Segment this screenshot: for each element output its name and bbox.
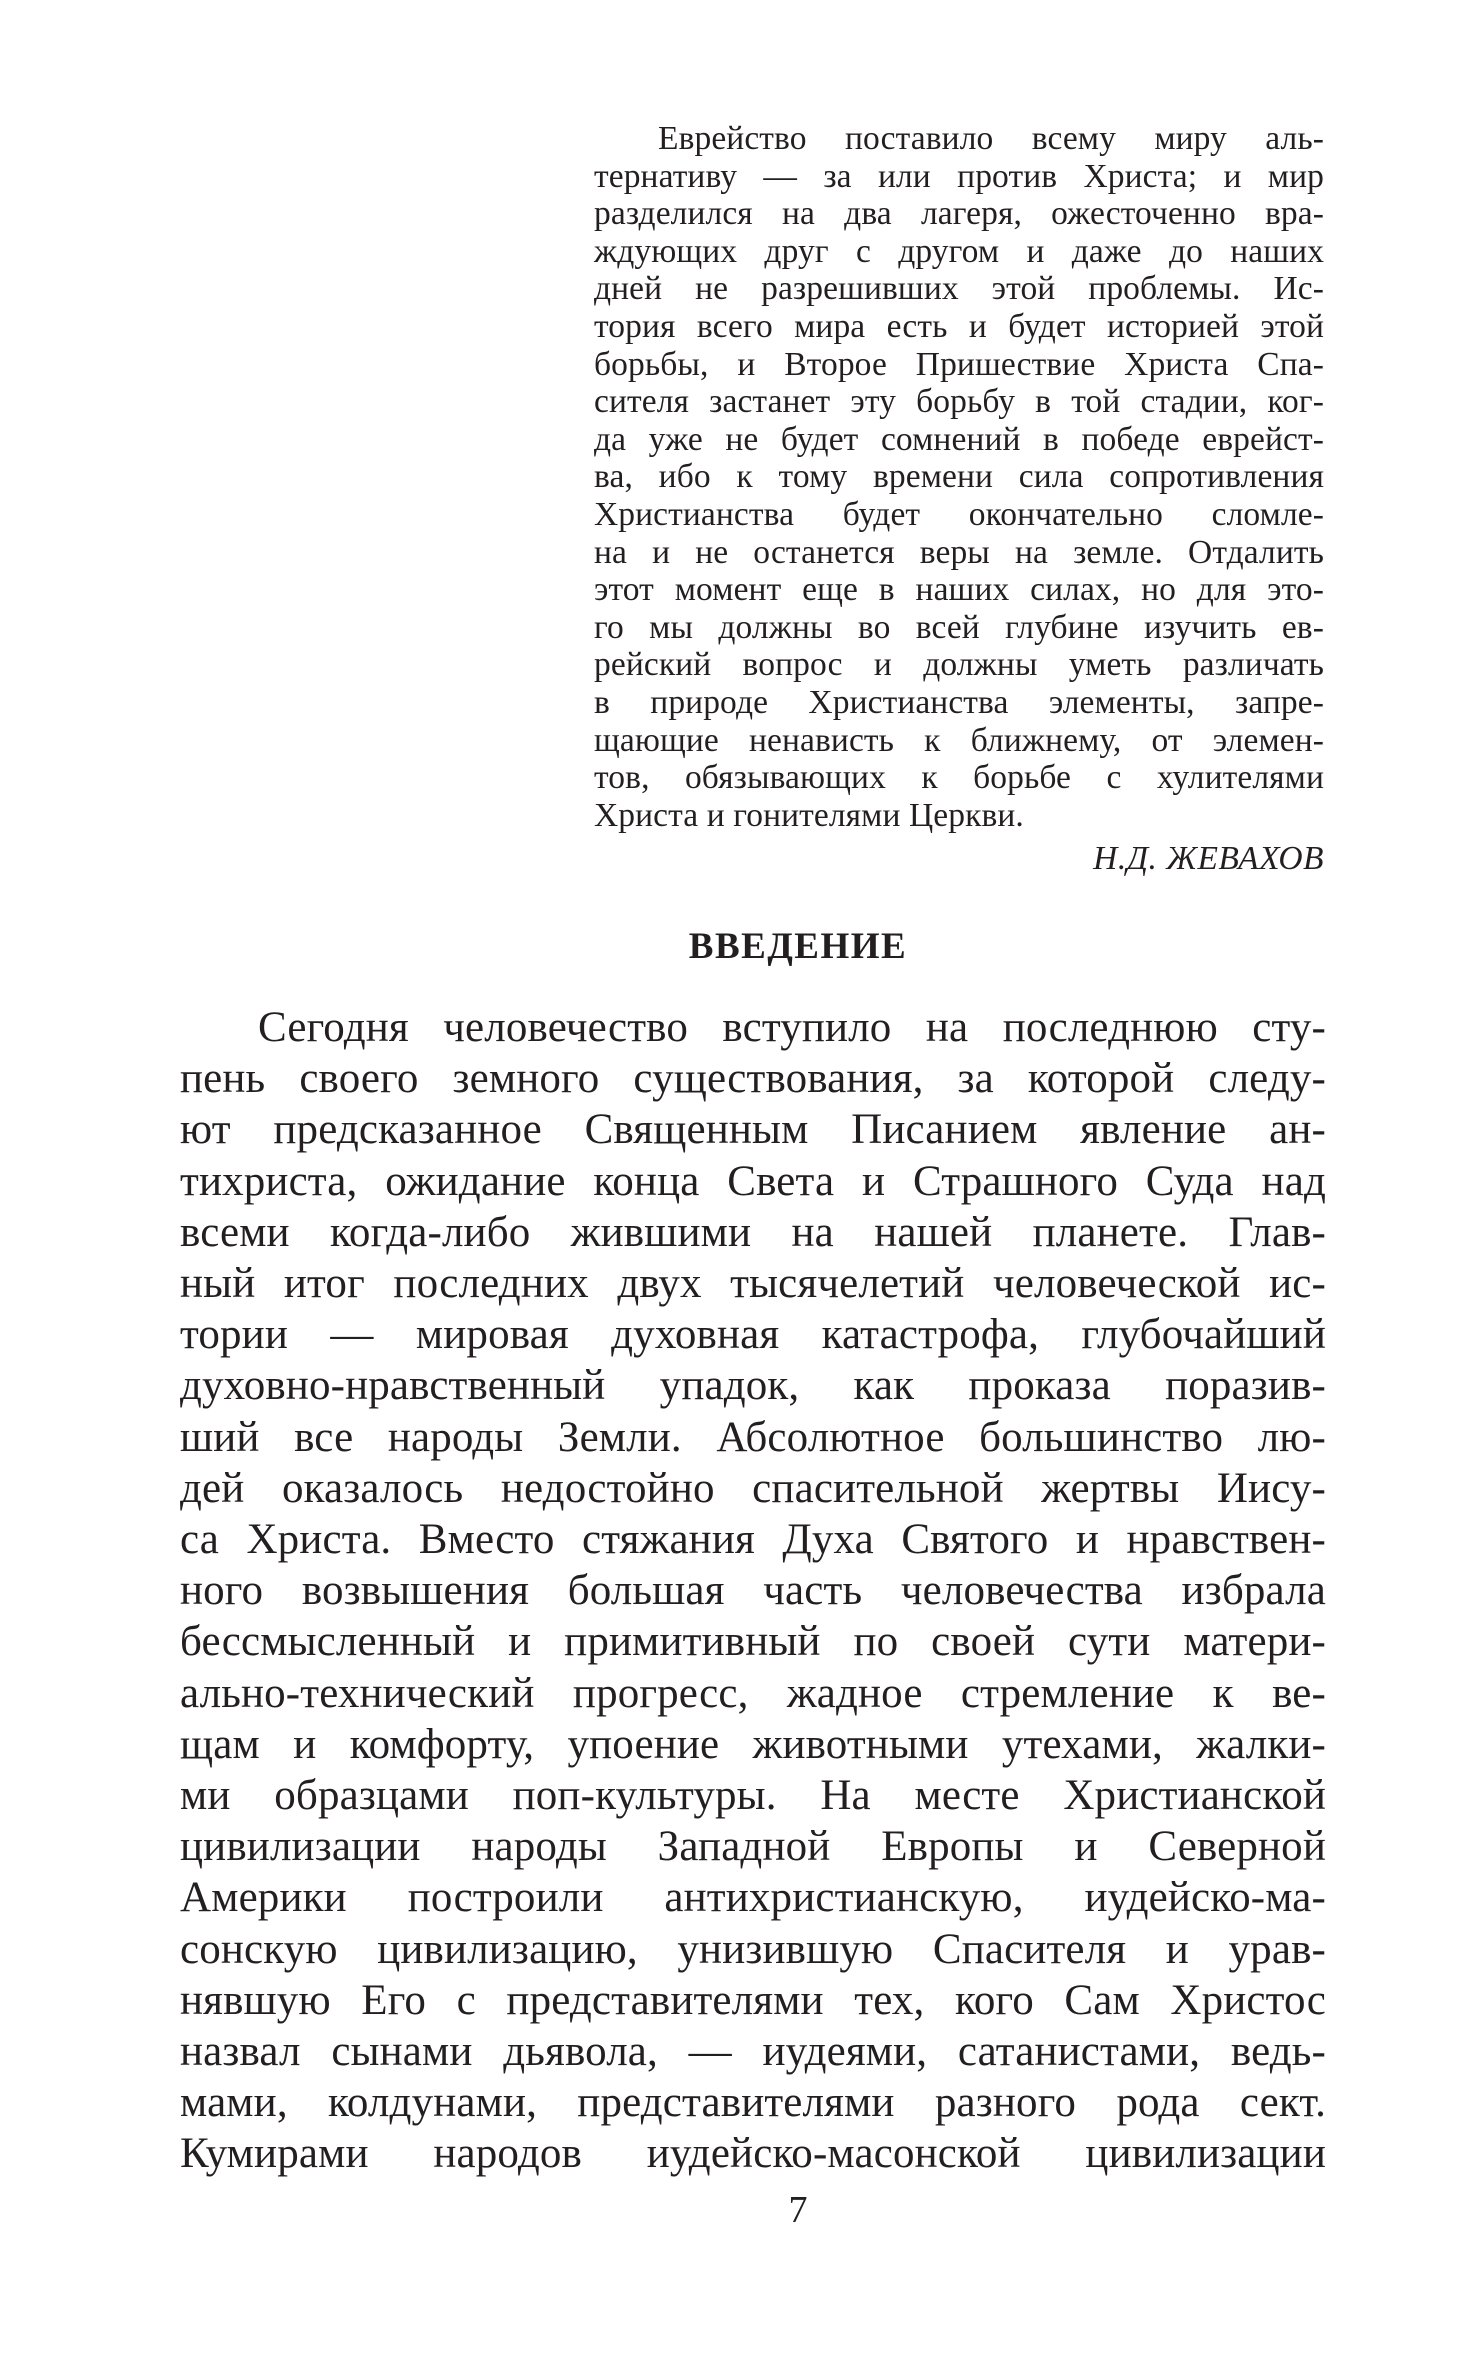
epigraph-line: Христа и гонителями Церкви.	[594, 796, 1024, 834]
body-line: нявшую Его с представителями тех, кого Сам Христос	[180, 1976, 1326, 2024]
body-line: щам и комфорту, упоение животными утехами, жалки-	[180, 1720, 1326, 1768]
body-line: сонскую цивилизацию, унизившую Спасителя и урав-	[180, 1925, 1326, 1973]
body-line: бессмысленный и примитивный по своей сути матери-	[180, 1618, 1326, 1666]
body-line: тихриста, ожидание конца Света и Страшного Суда над	[180, 1157, 1326, 1205]
body-line: са Христа. Вместо стяжания Духа Святого и нравствен-	[180, 1516, 1326, 1564]
body-line: мами, колдунами, представителями разного рода сект.	[180, 2079, 1326, 2127]
body-line: дей оказалось недостойно спасительной жертвы Иису-	[180, 1464, 1326, 1512]
epigraph-attribution: Н.Д. ЖЕВАХОВ	[1093, 840, 1324, 877]
epigraph-line: тория всего мира есть и будет историей этой	[594, 307, 1324, 345]
epigraph	[594, 120, 1324, 834]
body-line: назвал сынами дьявола, — иудеями, сатанистами, ведь-	[180, 2028, 1326, 2076]
body-line: ший все народы Земли. Абсолютное большинство лю-	[180, 1413, 1326, 1461]
epigraph-line: ва, ибо к тому времени сила сопротивления	[594, 458, 1324, 496]
epigraph-line: ждующих друг с другом и даже до наших	[594, 232, 1324, 270]
section-title: ВВЕДЕНИЕ	[688, 926, 908, 967]
body-line: духовно-нравственный упадок, как проказа поразив-	[180, 1362, 1326, 1410]
epigraph-line: этот момент еще в наших силах, но для это-	[594, 571, 1324, 609]
epigraph-line: рейский вопрос и должны уметь различать	[594, 646, 1324, 684]
epigraph-line: борьбы, и Второе Пришествие Христа Спа-	[594, 345, 1324, 383]
epigraph-line: Христианства будет окончательно сломле-	[594, 495, 1324, 533]
epigraph-line: в природе Христианства элементы, запре-	[594, 683, 1324, 721]
epigraph-line: да уже не будет сомнений в победе еврейст-	[594, 420, 1324, 458]
body-line: ми образцами поп-культуры. На месте Христианской	[180, 1772, 1326, 1820]
body-text	[180, 1002, 1326, 2180]
body-line: ный итог последних двух тысячелетий человеческой ис-	[180, 1260, 1326, 1308]
epigraph-line: тов, обязывающих к борьбе с хулителями	[594, 759, 1324, 797]
epigraph-line: го мы должны во всей глубине изучить ев-	[594, 608, 1324, 646]
epigraph-line: на и не останется веры на земле. Отдалить	[594, 533, 1324, 571]
epigraph-line: дней не разрешивших этой проблемы. Ис-	[594, 270, 1324, 308]
body-line: Сегодня человечество вступило на последнюю сту-	[258, 1004, 1326, 1051]
epigraph-line: тернативу — за или против Христа; и мир	[594, 157, 1324, 195]
body-line: ют предсказанное Священным Писанием явление ан-	[180, 1106, 1326, 1154]
section-heading	[0, 925, 1476, 968]
body-line: Америки построили антихристианскую, иудейско-ма-	[180, 1874, 1326, 1922]
epigraph-line: сителя застанет эту борьбу в той стадии, ког-	[594, 383, 1324, 421]
body-line: цивилизации народы Западной Европы и Северной	[180, 1823, 1326, 1871]
epigraph-line: Еврейство поставило всему миру аль-	[658, 120, 1324, 157]
page-number: 7	[788, 2189, 808, 2231]
body-line: ного возвышения большая часть человечества избрала	[180, 1567, 1326, 1615]
body-line: всеми когда-либо жившими на нашей планете. Глав-	[180, 1208, 1326, 1256]
epigraph-line: разделился на два лагеря, ожесточенно вра-	[594, 195, 1324, 233]
body-line: ально-технический прогресс, жадное стремление к ве-	[180, 1669, 1326, 1717]
body-line: Кумирами народов иудейско-масонской цивилизации	[180, 2130, 1326, 2178]
body-line: пень своего земного существования, за которой следу-	[180, 1055, 1326, 1103]
epigraph-line: щающие ненависть к ближнему, от элемен-	[594, 721, 1324, 759]
body-line: тории — мировая духовная катастрофа, глубочайший	[180, 1311, 1326, 1359]
